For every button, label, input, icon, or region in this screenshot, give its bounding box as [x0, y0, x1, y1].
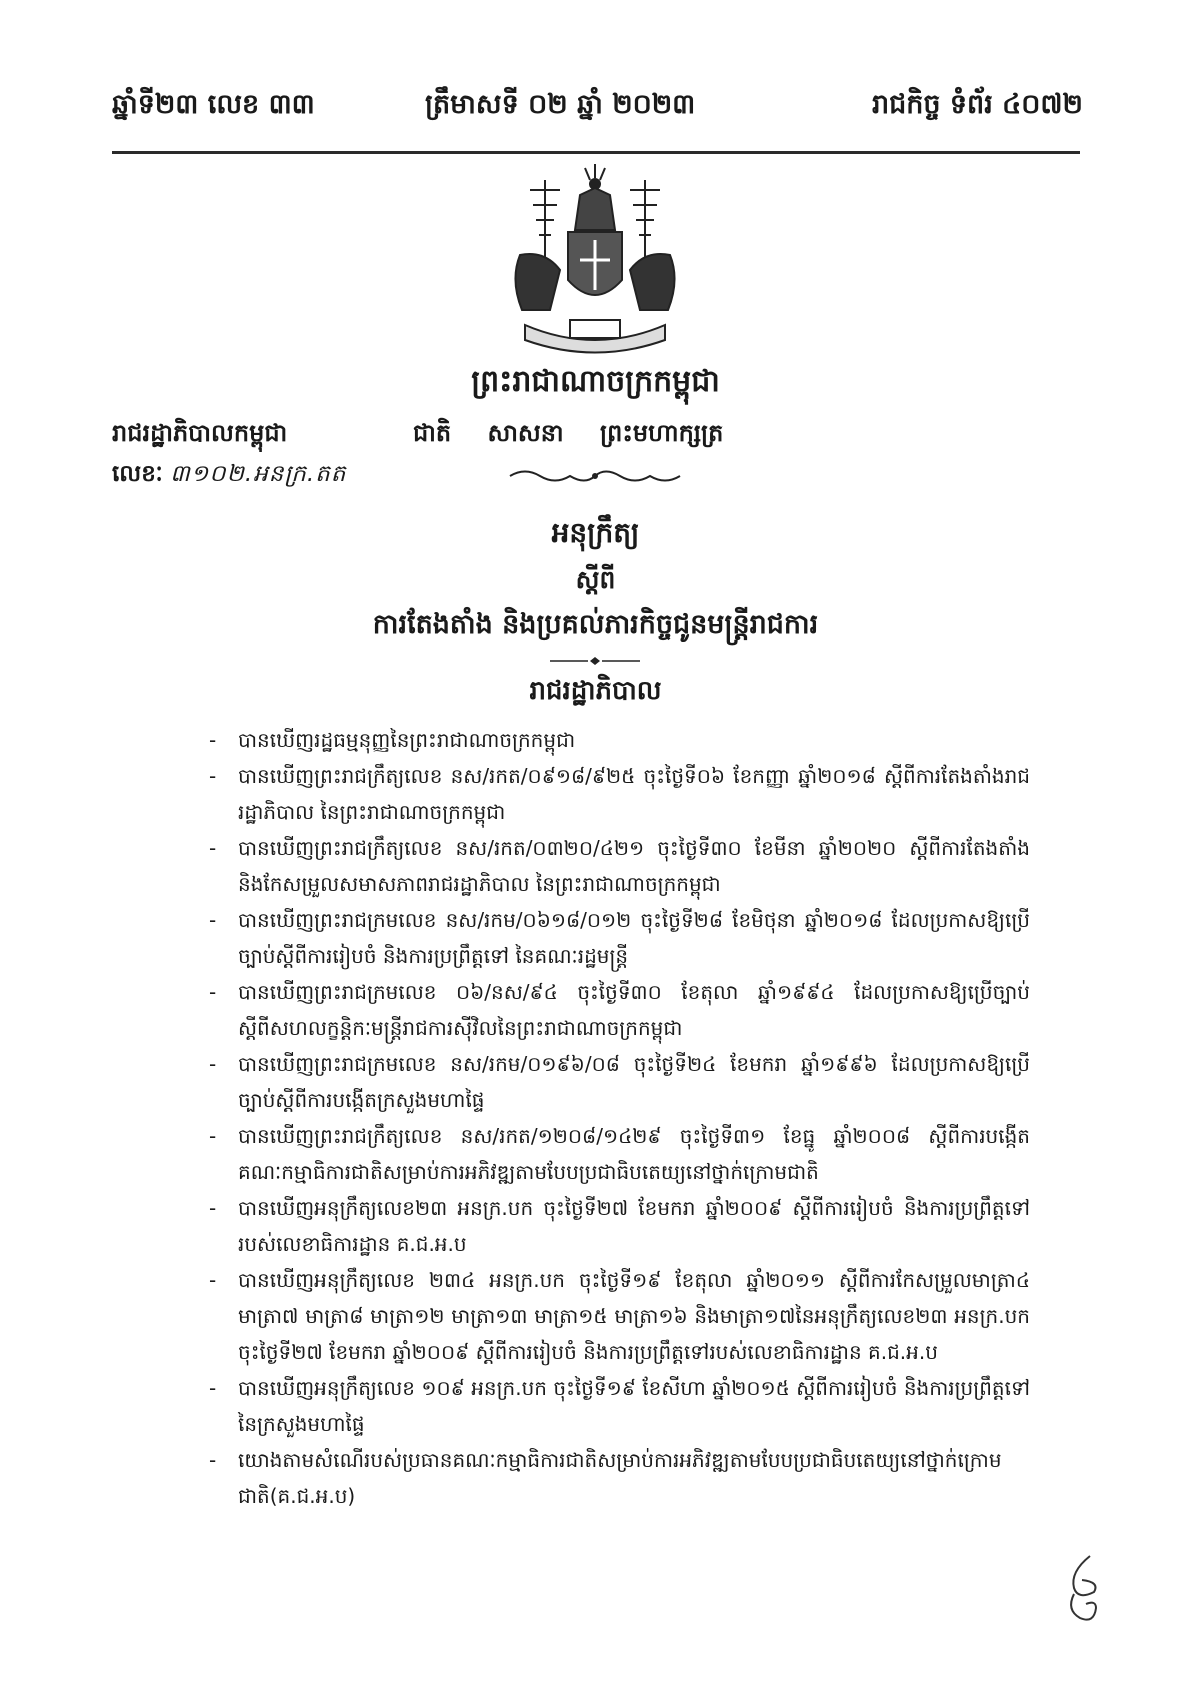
handwritten-initial-icon — [1060, 1552, 1105, 1630]
national-motto: ជាតិ សាសនា ព្រះមហាក្សត្រ — [413, 419, 724, 447]
divider-ornament-icon — [550, 656, 640, 666]
decree-number-label: លេខៈ — [112, 461, 163, 487]
gazette-issue: ឆ្នាំទី២៣ លេខ ៣៣ — [112, 89, 315, 120]
about-label: ស្ដីពី — [575, 565, 616, 594]
clause-item: - បានឃើញព្រះរាជក្រមលេខ នស/រកម/០៦១៨/០១២ ចុះថ្ងៃទី២៨ ខែមិថុនា ឆ្នាំ២០១៨ ដែលប្រកាសឱ្យប្រើច្បាប់ស្ដីពីការរៀបចំ និងការប្រព្រឹត្តទៅ នៃគណៈរដ្ឋមន្ត្រី — [238, 902, 1030, 974]
clause-item: - បានឃើញព្រះរាជក្រឹត្យលេខ នស/រកត/០៣២០/៤២១ ចុះថ្ងៃទី៣០ ខែមីនា ឆ្នាំ២០២០ ស្តីពីការតែងតាំង និងកែសម្រួលសមាសភាពរាជរដ្ឋាភិបាល នៃព្រះរាជាណាចក្រកម្ពុជា — [238, 830, 1030, 902]
clause-item: - បានឃើញអនុក្រឹត្យលេខ២៣ អនក្រ.បក ចុះថ្ងៃទី២៧ ខែមករា ឆ្នាំ២០០៩ ស្តីពីការរៀបចំ និងការប្រព្រឹត្តទៅរបស់លេខាធិការដ្ឋាន គ.ជ.អ.ប — [238, 1190, 1030, 1262]
clause-item: - បានឃើញអនុក្រឹត្យលេខ ២៣៤ អនក្រ.បក ចុះថ្ងៃទី១៩ ខែតុលា ឆ្នាំ២០១១ ស្តីពីការកែសម្រួលមាត្រា៤ មាត្រា៧ មាត្រា៨ មាត្រា១២ មាត្រា១៣ មាត្រា១៥ មាត្រា១៦ និងមាត្រា១៧នៃអនុក្រឹត្យលេខ២៣ អនក្រ.បក ចុះថ្ងៃទី២៧ ខែមករា ឆ្នាំ២០០៩ ស្តីពីការរៀបចំ និងការប្រព្រឹត្តទៅរបស់លេខាធិការដ្ឋាន គ.ជ.អ.ប — [238, 1262, 1030, 1370]
authority-heading: រាជរដ្ឋាភិបាល — [529, 676, 662, 706]
clause-item: - បានឃើញព្រះរាជក្រមលេខ នស/រកម/០១៩៦/០៨ ចុះថ្ងៃទី២៤ ខែមករា ឆ្នាំ១៩៩៦ ដែលប្រកាសឱ្យប្រើច្បាប់ស្ដីពីការបង្កើតក្រសួងមហាផ្ទៃ — [238, 1046, 1030, 1118]
gazette-page: រាជកិច្ច ទំព័រ ៤០៧២ — [871, 89, 1083, 120]
clause-item: - បានឃើញព្រះរាជក្រឹត្យលេខ នស/រកត/១២០៨/១៤២៩ ចុះថ្ងៃទី៣១ ខែធ្នូ ឆ្នាំ២០០៨ ស្តីពីការបង្កើតគណៈកម្មាធិការជាតិសម្រាប់ការអភិវឌ្ឍតាមបែបប្រជាធិបតេយ្យនៅថ្នាក់ក្រោមជាតិ — [238, 1118, 1030, 1190]
clause-item: - បានឃើញព្រះរាជក្រមលេខ ០៦/នស/៩៤ ចុះថ្ងៃទី៣០ ខែតុលា ឆ្នាំ១៩៩៤ ដែលប្រកាសឱ្យប្រើច្បាប់ស្ដីពីសហលក្ខន្តិកៈមន្ត្រីរាជការស៊ីវិលនៃព្រះរាជាណាចក្រកម្ពុជា — [238, 974, 1030, 1046]
decree-number-value: ៣១០២.អនក្រ.តត — [170, 461, 347, 487]
clause-item: - បានឃើញអនុក្រឹត្យលេខ ១០៩ អនក្រ.បក ចុះថ្ងៃទី១៩ ខែសីហា ឆ្នាំ២០១៥ ស្តីពីការរៀបចំ និងការប្រព្រឹត្តទៅ នៃក្រសួងមហាផ្ទៃ — [238, 1370, 1030, 1442]
document-type: អនុក្រឹត្យ — [551, 516, 640, 549]
header-divider — [112, 151, 1080, 154]
clause-item: - បានឃើញព្រះរាជក្រឹត្យលេខ នស/រកត/០៩១៨/៩២៥ ចុះថ្ងៃទី០៦ ខែកញ្ញា ឆ្នាំ២០១៨ ស្តីពីការតែងតាំងរាជរដ្ឋាភិបាល នៃព្រះរាជាណាចក្រកម្ពុជា — [238, 758, 1030, 830]
kingdom-name: ព្រះរាជាណាចក្រកម្ពុជា — [471, 364, 720, 399]
gazette-date: ត្រឹមាសទី ០២ ឆ្នាំ ២០២៣ — [425, 89, 696, 120]
decree-subject: ការតែងតាំង និងប្រគល់ភារកិច្ចជូនមន្ត្រីរាជការ — [372, 609, 819, 640]
preamble-clauses — [238, 722, 1030, 1514]
issuing-government: រាជរដ្ឋាភិបាលកម្ពុជា — [112, 419, 288, 447]
royal-coat-of-arms-icon — [500, 160, 690, 356]
clause-item: - យោងតាមសំណើរបស់ប្រធានគណៈកម្មាធិការជាតិសម្រាប់ការអភិវឌ្ឍតាមបែបប្រជាធិបតេយ្យនៅថ្នាក់ក្រោមជាតិ(គ.ជ.អ.ប) — [238, 1442, 1030, 1514]
clause-item: - បានឃើញរដ្ឋធម្មនុញ្ញនៃព្រះរាជាណាចក្រកម្ពុជា — [238, 722, 1030, 758]
decree-number — [112, 460, 346, 493]
decorative-ornament-icon — [505, 465, 685, 487]
